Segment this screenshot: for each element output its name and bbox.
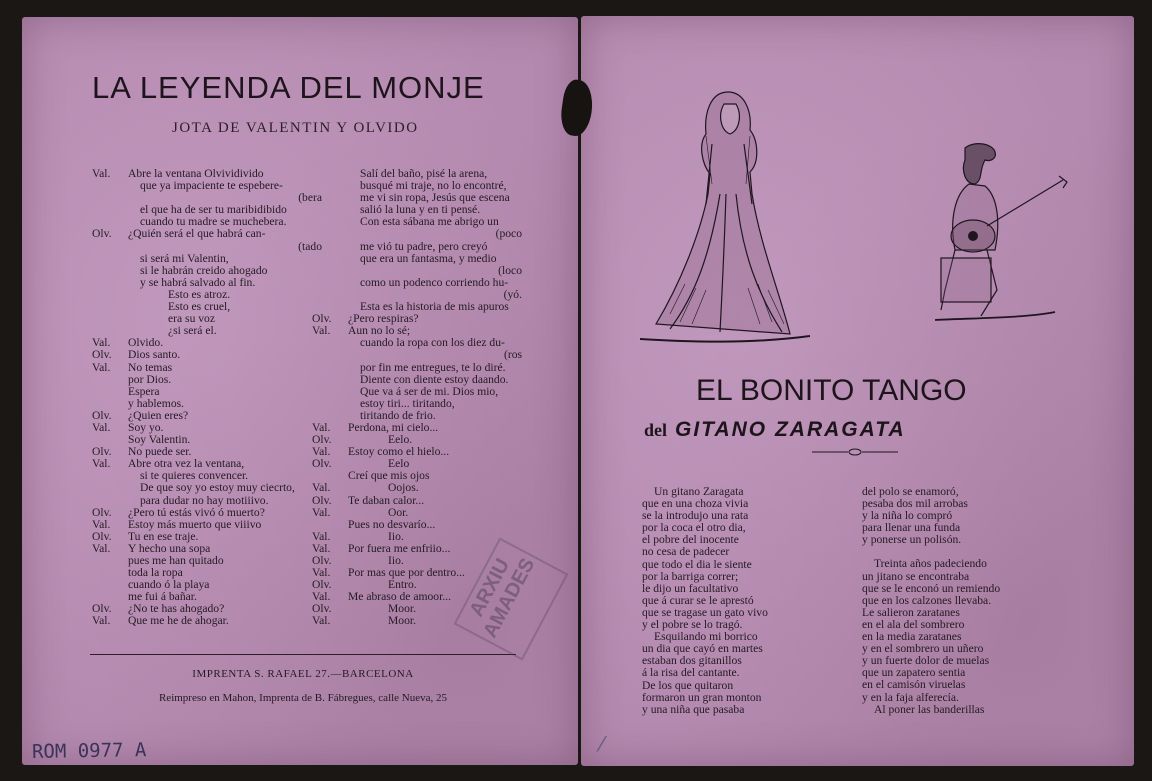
song-line: por la barriga correr; [642,569,739,583]
verse-text: Eelo. [388,433,413,447]
song-line: estaban dos gitanillos [642,654,742,668]
verse-text: era su voz [168,312,215,326]
speaker-label: Val. [312,541,331,555]
verse-text: y se habrá salvado al fin. [140,275,256,289]
woman-illustration [640,84,810,349]
song-line: Esquilando mi borrico [654,630,758,644]
verse-text: Aun no lo sé; [348,324,411,338]
verse-text: Con esta sábana me abrigo un [360,215,499,229]
speaker-label [92,180,128,192]
verse-text: cuando ó la playa [128,578,210,592]
ornamental-rule [812,448,898,456]
verse-text: por fin me entregues, te lo diré. [360,360,506,374]
speaker-label [92,579,128,591]
verse-line [312,495,522,507]
speaker-label: Olv. [312,602,332,616]
speaker-label [312,362,348,374]
verse-line [92,495,322,507]
speaker-label: Olv. [312,433,332,447]
verse-text: tiritando de frio. [360,408,436,422]
verse-text: Que me he de ahogar. [128,614,229,628]
verse-line [92,337,322,349]
verse-text: si será mi Valentin, [140,251,229,265]
song-line: que se tragase un gato vivo [642,605,768,619]
speaker-label [312,168,348,180]
verse-text: cuando tu madre se muchebera. [140,215,287,229]
verse-text: Olvido. [128,336,164,350]
speaker-label: Val. [312,505,331,519]
song-line: y la niña lo compró [862,509,953,523]
speaker-label [92,495,128,507]
speaker-label: Val. [312,324,331,338]
song-line: y un fuerte dolor de muelas [862,654,990,668]
verse-text: pues me han quitado [128,554,224,567]
speaker-label: Olv. [92,408,112,422]
verse-line [92,519,322,531]
speaker-label: Val. [312,420,331,434]
verse-text: como un podenco corriendo hu- [360,275,509,289]
song-line: Un gitano Zaragata [654,485,744,498]
song-line: y el pobre se lo tragó. [642,618,743,632]
speaker-label: Olv. [92,445,112,459]
verse-text: (bera [298,191,322,205]
verse-line [92,180,322,192]
verse-line [92,241,322,253]
verse-text: Tu en ese traje. [128,529,199,543]
verse-text: Eelo [388,457,410,471]
verse-line [312,362,522,374]
verse-text: ¿Pero respiras? [348,312,419,326]
verse-line [312,374,522,386]
speaker-label: Val. [92,167,111,180]
verse-line [312,422,522,434]
verse-text: si te quieres convencer. [140,469,249,483]
song-line: para llenar una funda [862,521,961,535]
verse-text: Por fuera me enfriio... [348,541,451,555]
verse-text: Me abraso de amoor... [348,590,452,604]
verse-line [312,313,522,325]
speaker-label [92,482,128,494]
verse-text: que ya impaciente te espebere- [140,179,283,193]
verse-text: Pues no desvarío... [348,517,436,531]
verse-text: Creí que mis ojos [348,469,430,483]
verse-text: Por mas que por dentro... [348,566,465,580]
speaker-label: Val. [92,517,111,531]
verse-text: Moor. [388,602,417,616]
song-line: Treinta años padeciendo [874,557,987,571]
song-column-right [862,486,1062,716]
speaker-label: Val. [312,529,331,543]
verse-line [312,446,522,458]
verse-line [92,482,322,494]
speaker-label: Olv. [92,348,112,362]
verse-text: ¿Pero tú estás vivó ó muerto? [128,505,265,519]
imprint-reprint: Reimpreso en Mahon, Imprenta de B. Fábregues, calle Nueva, 25 [158,692,448,704]
verse-line [312,277,522,289]
right-page-title: EL BONITO TANGO [696,374,967,407]
song-line: se la introdujo una rata [642,509,749,523]
speaker-label: Olv. [92,227,112,241]
speaker-label: Val. [312,481,331,495]
speaker-label [92,470,128,482]
verse-line [92,507,322,519]
verse-text: Espera [128,384,160,398]
speaker-label: Val. [92,420,111,434]
speaker-label: Val. [92,360,111,374]
song-line: que un zapatero sentia [862,666,966,680]
left-page-subtitle: JOTA DE VALENTIN Y OLVIDO [172,120,419,136]
verse-text: Oor. [388,505,409,519]
verse-text: (tado [298,239,322,253]
song-line: un dia que cayó en martes [642,642,763,656]
verse-text: (ros [503,348,522,362]
verse-text: y hablemos. [128,396,185,410]
handwritten-reference: ROM 0977 A [31,739,147,763]
speaker-label: Olv. [312,312,332,326]
pencil-mark: ⁄ [600,732,604,756]
speaker-label [92,374,128,386]
speaker-label [312,180,348,192]
verse-column-left [92,168,322,628]
speaker-label: Olv. [92,505,112,519]
speaker-label: Olv. [312,493,332,507]
speaker-label [92,555,128,567]
verse-line [92,555,322,567]
verse-text: me fui á bañar. [128,590,197,604]
song-line: que se le enconó un remiendo [862,581,1001,595]
verse-line [92,422,322,434]
speaker-label [312,277,348,289]
verse-line [92,434,322,446]
verse-text: Abre otra vez la ventana, [128,457,245,471]
verse-line [92,615,322,627]
speaker-label [92,313,128,325]
verse-text: Moor. [388,614,417,628]
song-line: le dijo un facultativo [642,581,739,595]
verse-text: Oojos. [388,481,419,495]
speaker-label: Val. [312,566,331,580]
verse-line [312,349,522,361]
verse-text: Estoy más muerto que viiivo [128,517,262,531]
song-line: en la media zaratanes [862,630,962,644]
song-line: que todo el dia le siente [642,557,752,571]
verse-text: ¿No te has ahogado? [128,602,225,616]
speaker-label [312,253,348,265]
verse-line [312,507,522,519]
verse-text: De que soy yo estoy muy ciecrto, [140,481,295,495]
imprint-printer: IMPRENTA S. RAFAEL 27.—BARCELONA [192,668,414,680]
speaker-label [92,253,128,265]
verse-text: estoy tiri... tiritando, [360,396,455,410]
speaker-label [92,289,128,301]
speaker-label: Olv. [92,602,112,616]
subtitle-prefix: del [644,420,668,440]
song-column-left [642,486,872,716]
verse-text: ¿Quien eres? [128,408,189,422]
speaker-label: Val. [92,541,111,555]
verse-line [312,337,522,349]
song-line: y una niña que pasaba [642,702,745,716]
verse-line [92,325,322,337]
song-line: no cesa de padecer [642,545,730,559]
verse-text: Soy yo. [128,420,164,434]
verse-text: No temas [128,360,173,374]
song-line: que á curar se le aprestó [642,593,754,607]
speaker-label: Val. [92,614,111,628]
song-line: pesaba dos mil arrobas [862,497,968,511]
verse-text: Y hecho una sopa [128,541,211,555]
song-line: y en el sombrero un uñero [862,642,984,656]
verse-line [92,349,322,361]
right-page-subtitle [644,418,1084,442]
verse-text: Iio. [388,529,404,543]
speaker-label [312,519,348,531]
speaker-label: Olv. [312,554,332,567]
verse-line [92,398,322,410]
verse-line [92,228,322,240]
verse-line [92,362,322,374]
speaker-label [312,337,348,349]
verse-text: Esta es la historia de mis apuros [360,300,509,314]
speaker-label [312,192,348,204]
song-line: formaron un gran monton [642,690,762,704]
speaker-label: Val. [92,457,111,471]
song-line: á la risa del cantante. [642,666,740,680]
verse-text: ¿si será el. [168,324,217,338]
verse-text: Dios santo. [128,348,181,362]
guitarist-illustration [935,140,1070,335]
verse-text: Perdona, mi cielo... [348,420,439,434]
song-line: Al poner las banderillas [874,702,985,716]
verse-text: Salí del baño, pisé la arena, [360,167,488,180]
speaker-label [312,374,348,386]
speaker-label [312,386,348,398]
verse-text: (loco [498,263,522,277]
song-line: del polo se enamoró, [862,485,959,498]
speaker-label: Olv. [312,457,332,471]
speaker-label: Val. [92,336,111,350]
speaker-label: Val. [312,614,331,628]
verse-text: salió la luna y en ti pensé. [360,203,481,217]
imprint-divider [90,654,516,655]
speaker-label [312,398,348,410]
verse-line [312,253,522,265]
verse-text: (yó. [503,287,522,301]
speaker-label [92,265,128,277]
verse-line [92,386,322,398]
verse-text: toda la ropa [128,566,183,580]
verse-text: Esto es cruel, [168,300,231,314]
verse-text: busqué mi traje, no lo encontré, [360,179,507,193]
verse-line [312,216,522,228]
song-line: y ponerse un polisón. [862,533,962,547]
song-line: en el ala del sombrero [862,617,965,631]
verse-text: me vi sin ropa, Jesús que escena [360,191,510,205]
speaker-label [92,301,128,313]
verse-text: si le habrán creido ahogado [140,263,268,277]
song-line: que en los calzones llevaba. [862,593,992,607]
verse-text: Entro. [388,578,417,592]
verse-line [312,386,522,398]
verse-line [312,241,522,253]
verse-line [92,374,322,386]
song-line: y en la faja alferecía. [862,690,959,704]
speaker-label: Olv. [92,529,112,543]
verse-text: Que va á ser de mi. Dios mio, [360,384,499,398]
verse-line [312,228,522,240]
verse-text: para dudar no hay motiiivo. [140,493,269,507]
song-line: en el camisón viruelas [862,678,966,692]
speaker-label: Val. [312,445,331,459]
archive-stamp: ARXIU AMADES [454,537,569,660]
verse-text: por Dios. [128,372,172,386]
speaker-label [92,567,128,579]
speaker-label [312,241,348,253]
verse-line [92,253,322,265]
verse-text: que era un fantasma, y medio [360,251,497,265]
verse-text: ¿Quién será el que habrá can- [128,227,266,241]
verse-text: Estoy como el hielo... [348,445,450,459]
left-page-title: LA LEYENDA DEL MONJE [92,70,485,105]
verse-text: el que ha de ser tu maribidibido [140,203,287,217]
speaker-label: Olv. [312,578,332,592]
verse-text: Soy Valentin. [128,433,191,447]
verse-text: (poco [495,227,522,241]
verse-line [92,579,322,591]
verse-line [312,519,522,531]
speaker-label [92,277,128,289]
song-line: que en una choza vivia [642,497,749,511]
song-line: un jitano se encontraba [862,569,970,583]
verse-text: cuando la ropa con los diez du- [360,336,505,350]
verse-text: Iio. [388,554,404,567]
speaker-label [312,204,348,216]
verse-text: Te daban calor... [348,493,425,507]
song-line: De los que quitaron [642,678,734,692]
song-line: el pobre del inocente [642,533,739,547]
subtitle-main: GITANO ZARAGATA [675,418,906,441]
verse-line [312,482,522,494]
verse-text: Abre la ventana Olvividivido [128,167,264,180]
verse-text: Esto es atroz. [168,287,231,301]
speaker-label [312,216,348,228]
song-line: por la coca el otro dia, [642,521,746,535]
verse-text: No puede ser. [128,445,192,459]
speaker-label [92,386,128,398]
verse-text: Diente con diente estoy daando. [360,372,509,386]
verse-line [92,410,322,422]
verse-text: me vió tu padre, pero creyó [360,239,488,253]
speaker-label [92,204,128,216]
song-line: Le salieron zaratanes [862,605,960,619]
speaker-label: Val. [312,590,331,604]
